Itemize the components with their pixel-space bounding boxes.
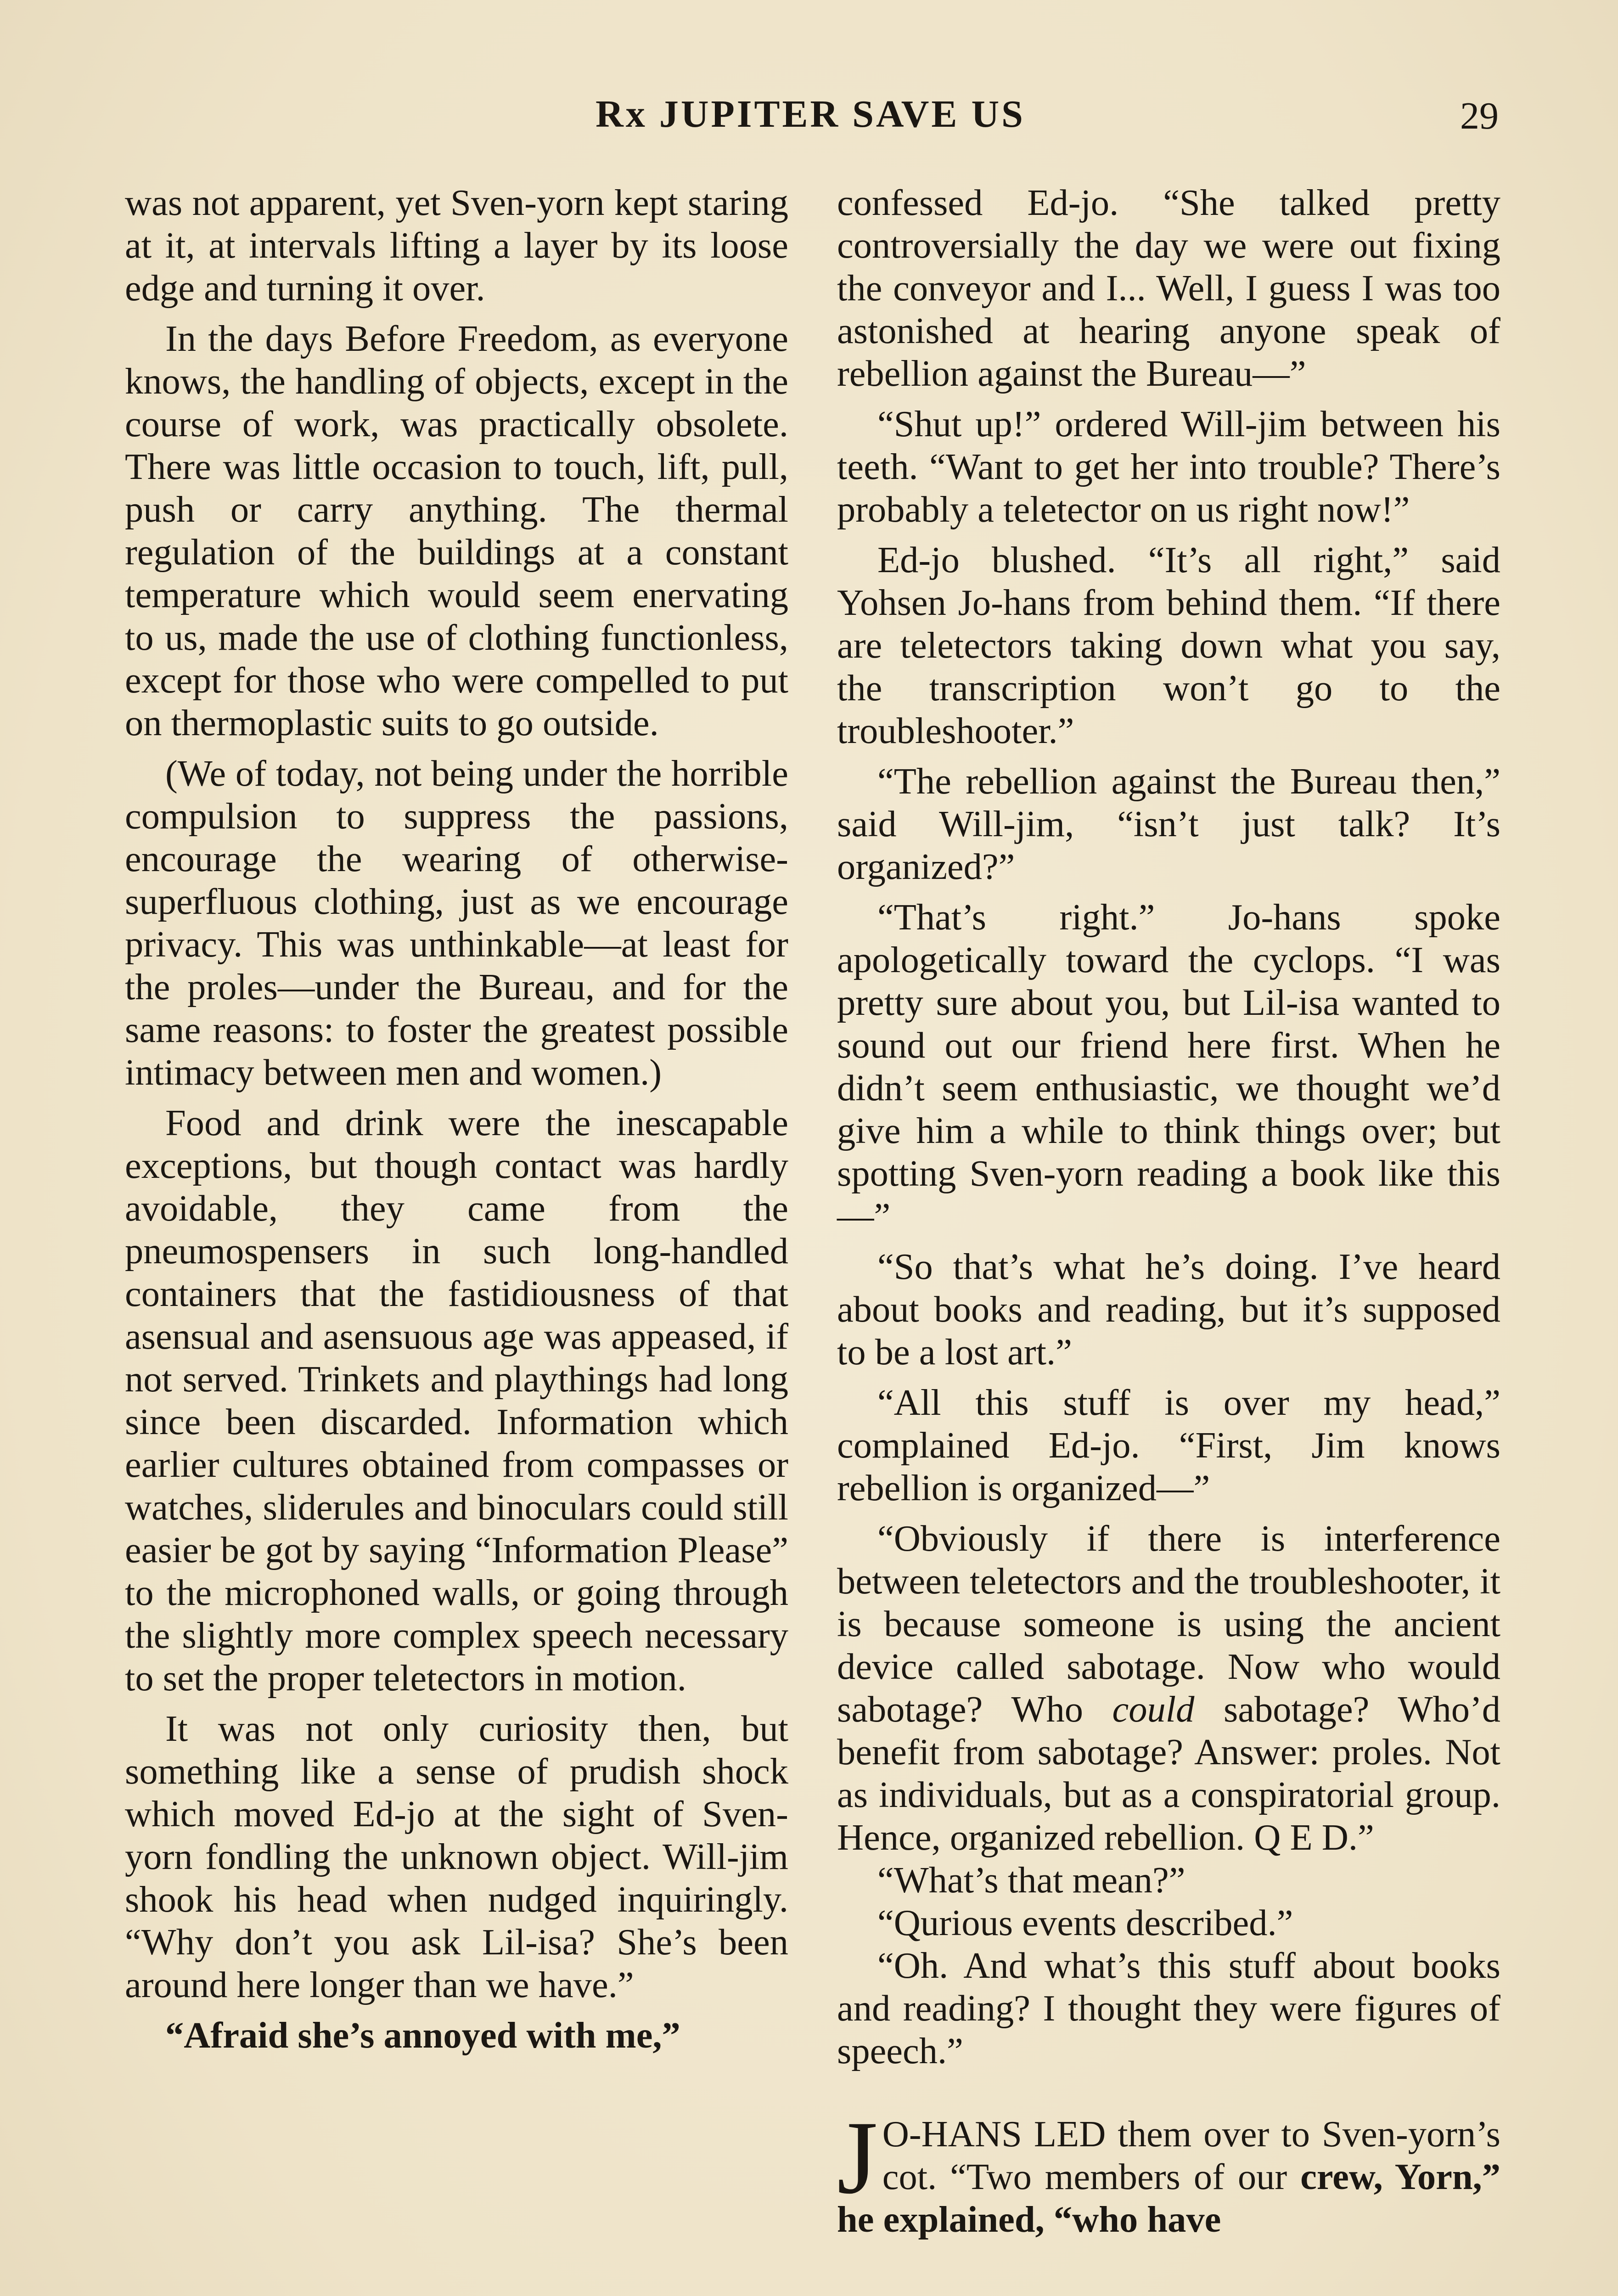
paragraph: “Afraid she’s annoyed with me,”: [165, 2015, 680, 2056]
drop-cap: J: [837, 2100, 878, 2216]
paragraph: “All this stuff is over my head,” complained Ed-jo. “First, Jim knows rebellion is organized—”: [837, 1382, 1500, 1508]
paragraph: was not apparent, yet Sven-yorn kept staring at it, at intervals lifting a layer by its loose edge and turning it over.: [125, 182, 788, 309]
paragraph-text: “Obviously if there is interference between teletectors and the troubleshooter, it is because someone is using the ancient device called sabotage. Now who would sabotage? Who: [837, 1518, 1500, 1730]
right-column: [837, 181, 1500, 2249]
paragraph: “Shut up!” ordered Will-jim between his teeth. “Want to get her into trouble? There’s probably a teletector on us right now!”: [837, 404, 1500, 530]
emphasis-text: could: [1112, 1689, 1195, 1730]
left-column: [125, 181, 788, 2065]
paragraph: In the days Before Freedom, as everyone knows, the handling of objects, except in the course of work, was practically obsolete. There was little occasion to touch, lift, pull, push or carry anything. The thermal regulation of the buildings at a constant temperature which would seem enervating to us, made the use of clothing functionless, except for those who were compelled to put on thermoplastic suits to go outside.: [125, 318, 788, 743]
paragraph: It was not only curiosity then, but something like a sense of prudish shock which moved Ed-jo at the sight of Sven-yorn fondling the unknown object. Will-jim shook his head when nudged inquiringly. “Why don’t you ask Lil-isa? She’s been around here longer than we have.”: [125, 1708, 788, 2005]
paragraph: “The rebellion against the Bureau then,” said Will-jim, “isn’t just talk? It’s organized?”: [837, 761, 1500, 887]
paragraph: (We of today, not being under the horrible compulsion to suppress the passions, encourage the wearing of otherwise-superfluous clothing, just as we encourage privacy. This was unthinkable—at least for the proles—under the Bureau, and for the same reasons: to foster the greatest possible intimacy between men and women.): [125, 753, 788, 1093]
paragraph: confessed Ed-jo. “She talked pretty controversially the day we were out fixing the conveyor and I... Well, I guess I was too astonished at hearing anyone speak of rebellion against the Bureau—”: [837, 182, 1500, 394]
paragraph: [837, 1517, 1500, 1859]
paragraph-text: O-HANS LED them over to Sven-yorn’s cot. “Two members of our: [882, 2114, 1500, 2197]
paragraph: “Qurious events described.”: [877, 1902, 1293, 1943]
running-title: Rx JUPITER SAVE US: [596, 93, 1025, 135]
paragraph: “That’s right.” Jo-hans spoke apologetically toward the cyclops. “I was pretty sure about you, but Lil-isa wanted to sound out our friend here first. When he didn’t seem enthusiastic, we thought we’d give him a while to think things over; but spotting Sven-yorn reading a book like this—”: [837, 897, 1500, 1237]
paragraph: “So that’s what he’s doing. I’ve heard about books and reading, but it’s supposed to be a lost art.”: [837, 1246, 1500, 1373]
paragraph-text: sabotage? Who’d benefit from sabotage? Answer: proles. Not as individuals, but as a conspiratorial group. Hence, organized rebellion. Q E D.”: [837, 1689, 1500, 1858]
paragraph: “What’s that mean?”: [877, 1860, 1185, 1901]
page-header: [124, 92, 1497, 152]
page-number: 29: [1460, 95, 1499, 137]
paragraph-text: crew, Yorn,” he explained, “who have: [837, 2156, 1501, 2240]
paragraph: Food and drink were the inescapable exceptions, but though contact was hardly avoidable, they came from the pneumospensers in such long-handled containers that the fastidiousness of that asensual and asensuous age was appeased, if not served. Trinkets and playthings had long since been discarded. Information which earlier cultures obtained from compasses or watches, sliderules and binoculars could still easier be got by saying “Information Please” to the microphoned walls, or going through the slightly more complex speech necessary to set the proper teletectors in motion.: [125, 1103, 788, 1699]
paragraph: Ed-jo blushed. “It’s all right,” said Yohsen Jo-hans from behind them. “If there are teletectors taking down what you say, the transcription won’t go to the troubleshooter.”: [837, 540, 1500, 751]
section-opening-paragraph: [837, 2100, 1501, 2241]
paragraph: “Oh. And what’s this stuff about books and reading? I thought they were figures of speech.”: [837, 1945, 1500, 2071]
